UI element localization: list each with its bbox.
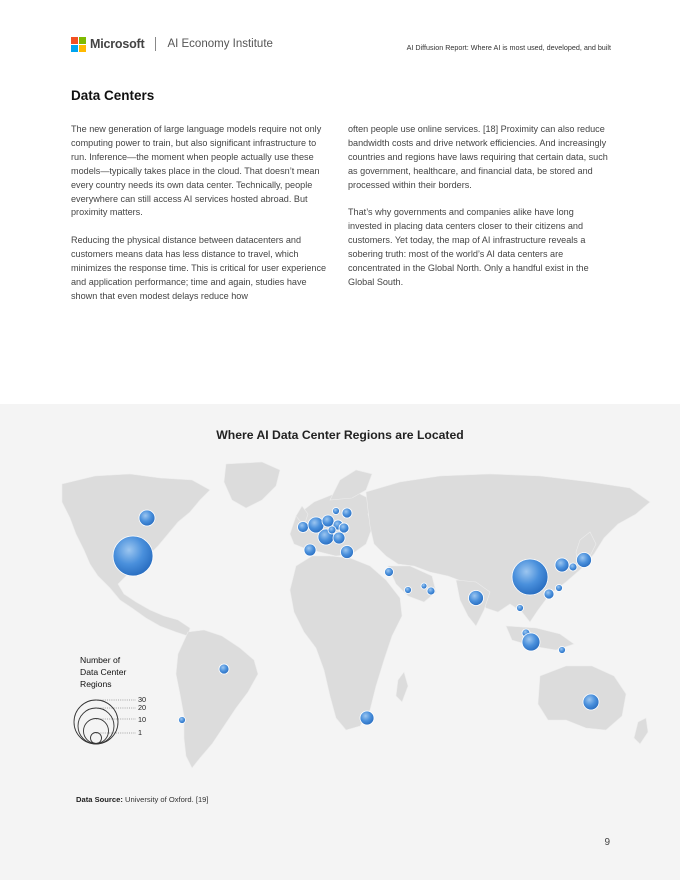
data-center-bubble: [555, 558, 569, 572]
microsoft-logo: [71, 37, 273, 51]
data-center-bubble: [333, 508, 340, 515]
data-center-bubble: [298, 522, 309, 533]
legend-label-1: 1: [138, 728, 143, 737]
paragraph: The new generation of large language models require not only computing power to train, but also significant infrastructure to run. Inference—the moment when people actually use these models—typically takes place in the cloud. That doesn’t mean every country needs its own data center. Technically, people everywhere can still access AI services hosted abroad. But proximity matters.: [71, 124, 322, 218]
right-column: [348, 123, 610, 304]
data-center-bubble: [469, 591, 484, 606]
asia-shape: [366, 474, 650, 622]
data-center-bubble: [405, 587, 412, 594]
data-center-bubble: [583, 694, 599, 710]
africa-shape: [290, 556, 402, 730]
brand-name: Microsoft: [90, 37, 145, 51]
paragraph: That’s why governments and companies alike have long invested in placing data centers closer to their citizens and customers. Yet today, the map of AI infrastructure reveals a sobering truth: most of the world’s AI data centers are concentrated in the Global North. Only a handful exist in the Global South.: [348, 207, 589, 287]
legend-label-10: 10: [138, 715, 147, 724]
data-center-bubble: [522, 633, 540, 651]
institute-name: AI Economy Institute: [167, 38, 273, 50]
data-center-bubble: [421, 583, 427, 589]
page-number: 9: [604, 837, 610, 848]
data-center-bubble: [339, 523, 349, 533]
legend-circle-10: [84, 719, 109, 744]
map-title: Where AI Data Center Regions are Located: [216, 428, 464, 442]
data-center-bubble: [304, 544, 316, 556]
data-center-bubble: [385, 568, 394, 577]
paragraph: often people use online services. [18] Proximity can also reduce bandwidth costs and drive network efficiencies. And increasingly countries and regions have laws requiring that certain data, such as government, healthcare, and financial data, be stored and processed within their borders.: [348, 124, 608, 190]
landmass-group: [62, 462, 650, 768]
greenland-shape: [224, 462, 280, 508]
data-center-bubble: [113, 536, 153, 576]
data-center-bubble: [360, 711, 374, 725]
legend-circles: [74, 700, 118, 744]
data-center-bubble: [322, 515, 334, 527]
data-center-bubble: [333, 532, 345, 544]
data-center-bubble: [556, 585, 563, 592]
data-center-bubble: [559, 647, 566, 654]
paragraph: Reducing the physical distance between datacenters and customers means data has less distance to travel, which minimizes the response time. This is critical for user experience and application performance; time and again, studies have shown that even modest delays reduce how: [71, 235, 327, 301]
section-heading: Data Centers: [71, 88, 155, 103]
data-center-bubble: [517, 605, 524, 612]
data-center-bubble: [569, 563, 577, 571]
data-center-bubble: [139, 510, 155, 526]
data-center-bubble: [544, 589, 554, 599]
world-map: [0, 404, 680, 880]
report-title: AI Diffusion Report: Where AI is most used, developed, and built: [406, 43, 611, 52]
legend-circle-1: [91, 733, 102, 744]
new-zealand-shape: [634, 718, 648, 744]
microsoft-squares-icon: [71, 37, 85, 51]
south-america-shape: [176, 630, 258, 768]
legend-leaders: [96, 700, 136, 733]
data-center-bubble: [328, 526, 336, 534]
data-center-bubble: [179, 717, 186, 724]
data-center-bubble: [512, 559, 548, 595]
legend-circle-30: [74, 700, 118, 744]
left-column: [71, 123, 333, 318]
map-panel: [0, 404, 680, 880]
logo-divider: [155, 37, 156, 51]
legend-circle-20: [78, 708, 114, 744]
legend-label-30: 30: [138, 695, 147, 704]
data-center-bubble: [427, 587, 435, 595]
data-center-bubble: [341, 546, 354, 559]
madagascar-shape: [396, 672, 408, 702]
data-center-bubble: [219, 664, 229, 674]
australia-shape: [538, 666, 626, 730]
data-center-bubble: [577, 553, 592, 568]
legend-title: Number of Data Center Regions: [80, 655, 127, 689]
legend-label-20: 20: [138, 703, 147, 712]
indonesia-shape: [506, 626, 574, 650]
data-source: Data Source: University of Oxford. [19]: [76, 795, 209, 804]
scandinavia-shape: [330, 470, 372, 500]
data-center-bubble: [342, 508, 352, 518]
